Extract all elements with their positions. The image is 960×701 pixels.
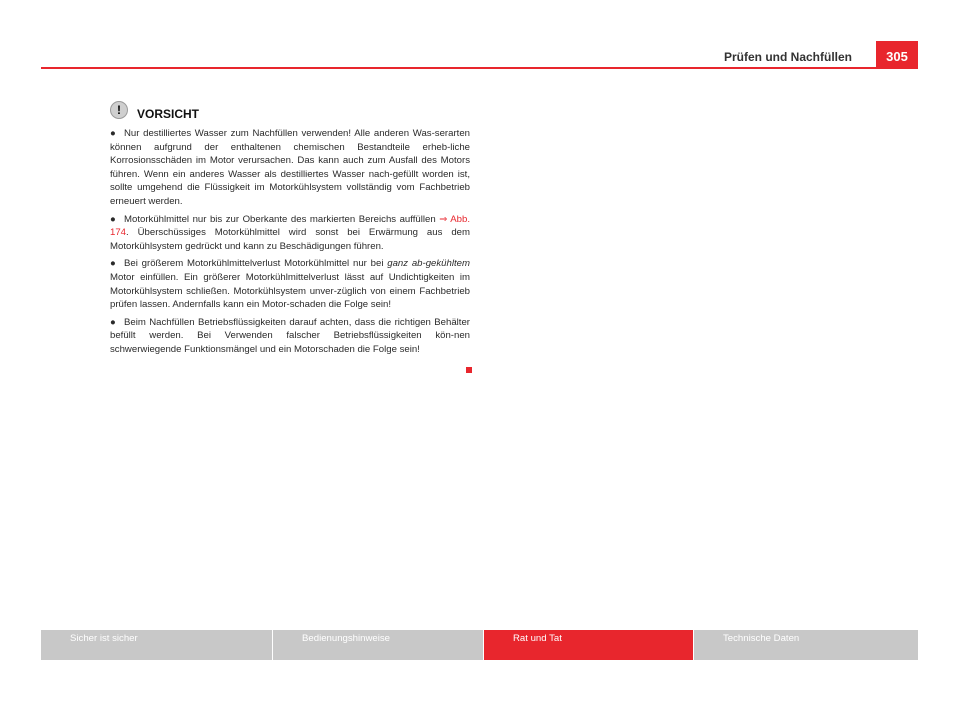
caution-body (110, 127, 470, 361)
footer-tab-rat-und-tat[interactable]: Rat und Tat (484, 630, 694, 660)
caution-item-text: Motorkühlmittel nur bis zur Oberkante des markierten Bereichs auffüllen (124, 213, 440, 225)
figure-reference-link[interactable]: ⇒ Abb. 174 (110, 213, 470, 239)
caution-item-text: . Überschüssiges Motorkühlmittel wird sonst bei Erwärmung aus dem Motorkühlsystem gedrückt und kann zu Beschädigungen führen. (110, 227, 470, 252)
caution-item-text: Motor einfüllen. Ein größerer Motorkühlmittelverlust lässt auf Undichtigkeiten im Motorkühlsystem schließen. Motorkühlsystem unver-züglich von einem Fachbetrieb prüfen lassen. Andernfalls kann ein Motor-schaden die Folge sein! (110, 271, 470, 311)
caution-item-text: Nur destilliertes Wasser zum Nachfüllen verwenden! Alle anderen Was-serarten können aufgrund der enthaltenen chemischen Bestandteile erheb-liche Korrosionsschäden im Motor verursachen. Das kann auch zum Ausfall des Motors führen. Wenn ein anderes Wasser als destilliertes Wasser nach-gefüllt worden ist, sollte umgehend die Flüssigkeit im Motorkühlsystem vollständig vom Fachbetrieb erneuert werden. (110, 128, 470, 207)
footer-tab-technische-daten[interactable]: Technische Daten (694, 630, 918, 660)
caution-item (110, 316, 470, 357)
caution-item-emphasis: ganz ab-gekühltem (387, 258, 470, 270)
caution-header (110, 100, 199, 120)
header-rule (41, 67, 918, 69)
footer-nav (41, 630, 918, 660)
exclamation-icon: ! (110, 101, 128, 119)
footer-tab-bedienungshinweise[interactable]: Bedienungshinweise (273, 630, 484, 660)
bullet: ● (110, 128, 116, 139)
caution-item-text: Bei größerem Motorkühlmittelverlust Motorkühlmittel nur bei (124, 258, 388, 270)
page-header-title: Prüfen und Nachfüllen (723, 50, 852, 64)
caution-item (110, 127, 470, 209)
caution-item (110, 213, 470, 254)
bullet: ● (110, 316, 116, 328)
caution-title: VORSICHT (137, 107, 200, 121)
footer-tab-sicher-ist-sicher[interactable]: Sicher ist sicher (41, 630, 273, 660)
bullet: ● (110, 258, 116, 270)
page-number: 305 (876, 41, 918, 68)
caution-item (110, 257, 470, 311)
caution-item-text: Beim Nachfüllen Betriebsflüssigkeiten darauf achten, dass die richtigen Behälter befüllt werden. Bei Verwenden falscher Betriebsflüssigkeiten kön-nen schwerwiegende Funktionsmängel und ein Motorschaden die Folge sein! (110, 316, 470, 355)
bullet: ● (110, 213, 116, 225)
section-end-marker (466, 367, 472, 373)
